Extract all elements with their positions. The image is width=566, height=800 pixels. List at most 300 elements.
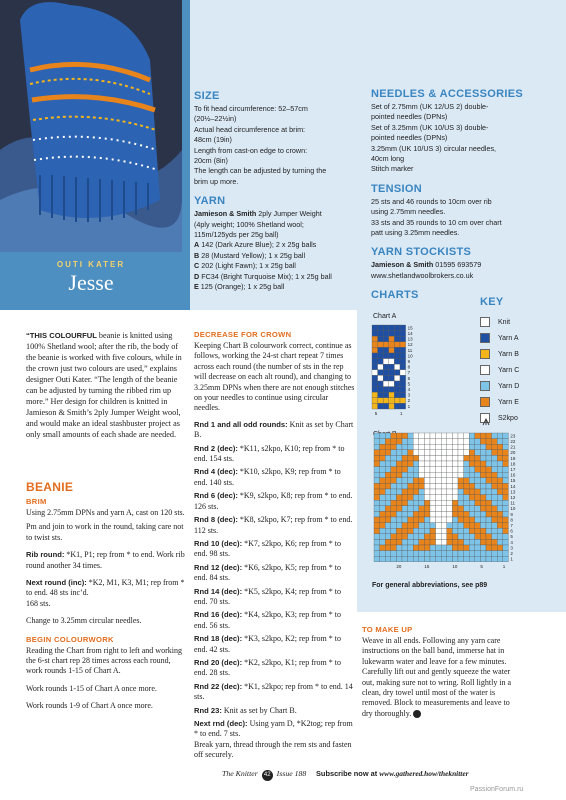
yarn-desc: (4ply weight; 100% Shetland wool; xyxy=(194,219,304,229)
chart-b-cell xyxy=(452,539,458,545)
chart-b-cell xyxy=(452,517,458,523)
chart-b-cell xyxy=(436,478,442,484)
chart-a-cell xyxy=(400,375,406,381)
chart-b-cell xyxy=(413,439,419,445)
subscribe-url[interactable]: www.gathered.how/theknitter xyxy=(379,769,469,778)
chart-b-cell xyxy=(413,472,419,478)
chart-a-cell xyxy=(372,336,378,342)
chart-b-cell xyxy=(408,495,414,501)
crown-round-label: Rnd 23: xyxy=(194,705,222,715)
crown-round-label: Rnd 18 (dec): xyxy=(194,634,243,644)
crown-outro: Break yarn, thread through the rem sts and fasten off securely. xyxy=(194,739,352,760)
chart-b-cell xyxy=(430,506,436,512)
chart-a-cell xyxy=(400,331,406,337)
chart-b-cell xyxy=(469,528,475,534)
chart-b-cell xyxy=(402,528,408,534)
chart-b-cell xyxy=(452,551,458,557)
chart-b-cell xyxy=(380,545,386,551)
chart-b-cell xyxy=(374,551,380,557)
chart-b-cell xyxy=(441,455,447,461)
chart-b-row-label: 2 xyxy=(510,551,513,556)
chart-b-cell xyxy=(430,439,436,445)
chart-a-cell xyxy=(378,403,384,409)
chart-b-cell xyxy=(475,523,481,529)
chart-b-cell xyxy=(492,523,498,529)
chart-b-cell xyxy=(374,483,380,489)
chart-b-cell xyxy=(419,517,425,523)
chart-b-cell xyxy=(492,489,498,495)
chart-b-cell xyxy=(413,545,419,551)
chart-b-cell xyxy=(424,489,430,495)
chart-b-cell xyxy=(385,439,391,445)
chart-a-cell xyxy=(400,353,406,359)
chart-b-cell xyxy=(475,534,481,540)
chart-b-cell xyxy=(424,444,430,450)
chart-b-cell xyxy=(458,450,464,456)
chart-b-cell xyxy=(413,455,419,461)
chart-b-cell xyxy=(430,483,436,489)
chart-b-cell xyxy=(497,556,503,562)
chart-b-cell xyxy=(469,455,475,461)
yarn-brand: Jamieson & Smith xyxy=(194,209,257,219)
chart-b-cell xyxy=(380,455,386,461)
chart-b-cell xyxy=(408,523,414,529)
brim-join: Pm and join to work in the round, taking care not to twist sts. xyxy=(26,522,184,542)
key-item xyxy=(480,362,560,378)
chart-b-cell xyxy=(452,495,458,501)
chart-b-cell xyxy=(497,551,503,557)
needles-tension-block xyxy=(371,88,559,301)
chart-b-cell xyxy=(486,472,492,478)
chart-b-cell xyxy=(503,483,509,489)
chart-b-cell xyxy=(464,556,470,562)
crown-round xyxy=(194,610,356,631)
chart-b-cell xyxy=(402,556,408,562)
beanie-photo-image xyxy=(0,0,182,252)
chart-a-cell xyxy=(394,342,400,348)
chart-b-cell xyxy=(408,478,414,484)
chart-b-cell xyxy=(452,528,458,534)
chart-b-row-label: 8 xyxy=(510,517,513,523)
tension-line: 25 sts and 46 rounds to 10cm over rib xyxy=(371,196,492,206)
chart-b-cell xyxy=(497,444,503,450)
chart-b-cell xyxy=(441,489,447,495)
chart-b-cell xyxy=(430,528,436,534)
chart-b-cell xyxy=(413,539,419,545)
chart-b-cell xyxy=(430,444,436,450)
chart-a-cell xyxy=(400,347,406,353)
chart-b-cell xyxy=(503,433,509,439)
color-swatch-icon xyxy=(480,317,490,327)
rib-round xyxy=(26,550,186,571)
chart-b-cell xyxy=(464,461,470,467)
chart-b-cell xyxy=(391,461,397,467)
chart-b-cell xyxy=(374,545,380,551)
chart-b-cell xyxy=(374,517,380,523)
chart-b-cell xyxy=(503,489,509,495)
chart-b-cell xyxy=(374,478,380,484)
size-lines xyxy=(194,104,354,187)
chart-b-cell xyxy=(385,556,391,562)
chart-b-cell xyxy=(391,472,397,478)
chart-b-cell xyxy=(402,455,408,461)
chart-b-cell xyxy=(402,551,408,557)
yarn-heading: YARN xyxy=(194,195,226,208)
chart-b-cell xyxy=(458,500,464,506)
chart-a-row-label: 9 xyxy=(407,359,411,364)
chart-b-cell xyxy=(447,528,453,534)
chart-b-cell xyxy=(436,539,442,545)
chart-b-cell xyxy=(436,489,442,495)
rib-round-text: *K1, P1; rep from * to end. Work rib round another 34 times. xyxy=(26,550,185,570)
chart-a-cell xyxy=(400,336,406,342)
chart-a-cell xyxy=(400,381,406,387)
yarn-item-a xyxy=(194,240,354,250)
needles-lines xyxy=(371,102,559,175)
crown-round-text: *K7, s2kpo, K6; rep from * to end. 98 sts. xyxy=(194,538,341,559)
chart-b-cell xyxy=(424,500,430,506)
chart-b-cell xyxy=(497,433,503,439)
chart-b-cell xyxy=(402,450,408,456)
chart-b-cell xyxy=(424,551,430,557)
chart-b-cell xyxy=(430,511,436,517)
size-line: To fit head circumference: 52–57cm xyxy=(194,104,308,113)
chart-b-cell xyxy=(458,511,464,517)
chart-b-cell xyxy=(413,483,419,489)
chart-b-cell xyxy=(458,556,464,562)
chart-b-cell xyxy=(413,534,419,540)
chart-a-cell xyxy=(383,398,389,404)
chart-b-cell xyxy=(408,539,414,545)
key-label: Yarn B xyxy=(498,350,519,358)
chart-a-cell xyxy=(400,342,406,348)
chart-a-row-label: 14 xyxy=(407,331,413,336)
chart-b-cell xyxy=(441,517,447,523)
chart-a-label: Chart A xyxy=(373,313,397,320)
chart-b-cell xyxy=(464,534,470,540)
chart-b-cell xyxy=(436,556,442,562)
chart-b-cell xyxy=(497,511,503,517)
chart-b-cell xyxy=(486,511,492,517)
chart-b-cell xyxy=(486,551,492,557)
crown-round-text: *K11, s2kpo, K10; rep from * to end. 154 sts. xyxy=(194,443,345,464)
chart-a-cell xyxy=(378,347,384,353)
chart-b-cell xyxy=(419,500,425,506)
chart-b-cell xyxy=(503,478,509,484)
crown-round-label: Rnd 20 (dec): xyxy=(194,657,243,667)
chart-a-cell xyxy=(378,342,384,348)
color-swatch-icon xyxy=(480,365,490,375)
chart-a-cell xyxy=(389,353,395,359)
chart-b-cell xyxy=(480,455,486,461)
chart-b-cell xyxy=(486,483,492,489)
key-item xyxy=(480,346,560,362)
chart-b-cell xyxy=(385,489,391,495)
chart-a-cell xyxy=(389,387,395,393)
chart-b-cell xyxy=(374,534,380,540)
crown-round-label: Rnd 22 (dec): xyxy=(194,681,243,691)
brim-cast-on: Using 2.75mm DPNs and yarn A, cast on 120 sts. xyxy=(26,508,185,517)
chart-b-cell xyxy=(391,517,397,523)
chart-b-cell xyxy=(419,523,425,529)
chart-b-cell xyxy=(492,528,498,534)
chart-b-cell xyxy=(480,495,486,501)
stockists-heading: YARN STOCKISTS xyxy=(371,246,472,259)
watermark: PassionForum.ru xyxy=(470,786,524,793)
chart-b-cell xyxy=(486,444,492,450)
chart-b-cell xyxy=(436,461,442,467)
chart-b-cell xyxy=(480,467,486,473)
chart-b-cell xyxy=(475,545,481,551)
chart-b-cell xyxy=(447,495,453,501)
chart-b-cell xyxy=(413,511,419,517)
chart-b-cell xyxy=(480,478,486,484)
chart-b-cell xyxy=(436,523,442,529)
chart-b-col-label: 15 xyxy=(424,563,430,569)
chart-a-cell xyxy=(383,342,389,348)
chart-b-cell xyxy=(436,467,442,473)
chart-b-cell xyxy=(419,545,425,551)
chart-a-cell xyxy=(400,403,406,409)
chart-b-cell xyxy=(396,444,402,450)
chart-a-cell xyxy=(389,342,395,348)
chart-b-cell xyxy=(380,483,386,489)
chart-b-cell xyxy=(441,545,447,551)
chart-b-cell xyxy=(458,495,464,501)
chart-a-cell xyxy=(383,336,389,342)
chart-b-cell xyxy=(391,444,397,450)
chart-b-cell xyxy=(469,439,475,445)
crown-round-label: Rnd 10 (dec): xyxy=(194,538,243,548)
chart-b-cell xyxy=(469,461,475,467)
chart-b-cell xyxy=(503,506,509,512)
chart-b-cell xyxy=(475,539,481,545)
chart-b-cell xyxy=(396,534,402,540)
chart-a-cell xyxy=(400,392,406,398)
chart-a-cell xyxy=(383,325,389,331)
chart-b-cell xyxy=(458,467,464,473)
issue-number: Issue 188 xyxy=(276,769,307,778)
chart-b-col-label: 1 xyxy=(502,563,506,569)
chart-b-cell xyxy=(402,545,408,551)
chart-b-cell xyxy=(413,528,419,534)
crown-round-text: *K10, s2kpo, K9; rep from * to end. 140 sts. xyxy=(194,467,341,487)
chart-b-cell xyxy=(419,455,425,461)
chart-b-cell xyxy=(430,517,436,523)
crown-round-text: Knit as set by Chart B. xyxy=(221,705,297,715)
chart-b-cell xyxy=(374,495,380,501)
crown-round-text: *K8, s2kpo, K7; rep from * to end. 112 sts. xyxy=(194,515,353,535)
chart-a-col-label: 5 xyxy=(374,411,378,415)
chart-b-cell xyxy=(492,455,498,461)
chart-b-cell xyxy=(408,455,414,461)
chart-b-cell xyxy=(408,483,414,489)
chart-b-cell xyxy=(492,495,498,501)
needles-line: Set of 2.75mm (UK 12/US 2) double- xyxy=(371,102,489,111)
chart-b-cell xyxy=(374,539,380,545)
chart-a-cell xyxy=(400,364,406,370)
chart-b-cell xyxy=(402,534,408,540)
crown-round-label: Rnd 16 (dec): xyxy=(194,610,243,620)
pattern-title: Jesse xyxy=(68,270,114,295)
chart-b-cell xyxy=(475,500,481,506)
chart-a-cell xyxy=(372,387,378,393)
chart-b-cell xyxy=(469,551,475,557)
chart-b-cell xyxy=(408,450,414,456)
chart-b-cell xyxy=(475,506,481,512)
chart-b-cell xyxy=(458,433,464,439)
chart-b-cell xyxy=(492,511,498,517)
stockist-phone: 01595 693579 xyxy=(433,260,482,270)
crown-round-text: *K3, s2kpo, K2; rep from * to end. 42 sts. xyxy=(194,634,341,654)
key-label: S2kpo xyxy=(498,414,518,422)
tension-line: patt using 3.25mm needles. xyxy=(371,228,460,238)
chart-b-cell xyxy=(469,483,475,489)
chart-b-cell xyxy=(441,478,447,484)
chart-a-cell xyxy=(378,353,384,359)
chart-b-cell xyxy=(480,506,486,512)
chart-b-cell xyxy=(492,472,498,478)
chart-b-cell xyxy=(402,523,408,529)
chart-b-cell xyxy=(503,450,509,456)
color-swatch-icon xyxy=(480,397,490,407)
chart-b-cell xyxy=(402,433,408,439)
chart-b-cell xyxy=(436,483,442,489)
chart-b-col-label: 5 xyxy=(480,563,483,569)
chart-b-cell xyxy=(430,472,436,478)
chart-b-cell xyxy=(424,539,430,545)
chart-b-cell xyxy=(447,433,453,439)
chart-b-cell xyxy=(396,489,402,495)
chart-b-cell xyxy=(385,433,391,439)
crown-section xyxy=(194,330,356,761)
chart-b-cell xyxy=(419,433,425,439)
crown-round xyxy=(194,706,356,716)
chart-b-cell xyxy=(374,439,380,445)
chart-a-cell xyxy=(383,403,389,409)
stockist-url[interactable]: www.shetlandwoolbrokers.co.uk xyxy=(371,270,474,280)
chart-b-cell xyxy=(380,523,386,529)
chart-b-cell xyxy=(380,495,386,501)
chart-b-cell xyxy=(408,556,414,562)
yarn-item-text: 28 (Mustard Yellow); 1 x 25g ball xyxy=(199,250,306,260)
make-up-body: Weave in all ends. Following any yarn care instructions on the ball band, immerse hat in lukewarm water and leave for a few minutes. Carefully lift out and gently squeeze the water out, making sure not to wring. Roll lightly in a clean, dry towel until most of the water is removed. Block to measurements and leave to dry thoroughly. xyxy=(362,636,512,718)
chart-b-cell xyxy=(391,495,397,501)
designer-name: OUTI KATER xyxy=(56,260,126,269)
chart-a-cell xyxy=(378,381,384,387)
chart-b-cell xyxy=(374,472,380,478)
chart-b-cell xyxy=(503,517,509,523)
chart-b-cell xyxy=(391,528,397,534)
chart-b-cell xyxy=(408,461,414,467)
chart-b-cell xyxy=(503,551,509,557)
chart-b-cell xyxy=(424,433,430,439)
crown-round-text: *K9, s2kpo, K8; rep from * to end. 126 sts. xyxy=(194,491,353,511)
chart-b-cell xyxy=(413,489,419,495)
chart-a-cell xyxy=(394,403,400,409)
chart-a-cell xyxy=(372,342,378,348)
chart-b-cell xyxy=(480,489,486,495)
key-label: Yarn E xyxy=(498,398,519,406)
chart-b-cell xyxy=(396,450,402,456)
key-label: Knit xyxy=(498,318,511,326)
chart-b-cell xyxy=(441,444,447,450)
chart-b-cell xyxy=(424,534,430,540)
chart-b-cell xyxy=(380,551,386,557)
chart-b-cell xyxy=(402,489,408,495)
chart-a-cell xyxy=(383,347,389,353)
chart-b-cell xyxy=(486,478,492,484)
chart-b-cell xyxy=(424,511,430,517)
chart-b-cell xyxy=(458,545,464,551)
chart-b-cell xyxy=(452,444,458,450)
chart-b-cell xyxy=(452,433,458,439)
chart-b-row-label: 16 xyxy=(510,472,516,478)
stockists-lines xyxy=(371,260,559,281)
chart-b-cell xyxy=(419,539,425,545)
chart-b-cell xyxy=(419,495,425,501)
chart-b-cell xyxy=(486,467,492,473)
chart-b-col-label: 20 xyxy=(396,563,402,569)
chart-b-cell xyxy=(436,506,442,512)
needles-line: 40cm long xyxy=(371,154,405,164)
change-needles: Change to 3.25mm circular needles. xyxy=(26,616,142,626)
crown-round-text: *K4, s2kpo, K3; rep from * to end. 56 sts. xyxy=(194,610,341,630)
chart-b-cell xyxy=(497,455,503,461)
chart-b-cell xyxy=(447,556,453,562)
chart-b-cell xyxy=(469,495,475,501)
chart-a-cell xyxy=(394,347,400,353)
chart-b-cell xyxy=(391,439,397,445)
chart-b-cell xyxy=(469,472,475,478)
chart-b-cell xyxy=(458,506,464,512)
chart-a-cell xyxy=(383,364,389,370)
crown-round-label: Rnd 6 (dec): xyxy=(194,491,238,501)
chart-b-cell xyxy=(408,467,414,473)
make-up-heading: TO MAKE UP xyxy=(362,625,413,634)
chart-b-cell xyxy=(492,467,498,473)
chart-b-cell xyxy=(391,478,397,484)
crown-round-text: *K5, s2kpo, K4; rep from * to end. 70 sts. xyxy=(194,586,341,606)
chart-b-cell xyxy=(447,511,453,517)
yarn-details xyxy=(194,209,354,292)
chart-b-cell xyxy=(385,444,391,450)
chart-a-cell xyxy=(372,370,378,376)
chart-b-cell xyxy=(419,511,425,517)
chart-b-cell xyxy=(486,450,492,456)
chart-b-cell xyxy=(486,539,492,545)
chart-b-cell xyxy=(447,551,453,557)
chart-a-cell xyxy=(394,387,400,393)
chart-b-cell xyxy=(436,450,442,456)
yarn-code: E xyxy=(194,282,199,292)
chart-b-cell xyxy=(413,450,419,456)
crown-round xyxy=(194,587,356,608)
chart-b-cell xyxy=(396,517,402,523)
color-swatch-icon xyxy=(480,349,490,359)
chart-b-cell xyxy=(480,523,486,529)
page-number: 42 xyxy=(262,770,273,781)
tension-heading: TENSION xyxy=(371,182,422,195)
chart-b-cell xyxy=(374,528,380,534)
chart-b-cell xyxy=(475,483,481,489)
brim-heading: BRIM xyxy=(26,497,47,506)
chart-b-cell xyxy=(447,523,453,529)
chart-b-cell xyxy=(408,545,414,551)
chart-b-cell xyxy=(503,461,509,467)
chart-b-cell xyxy=(497,534,503,540)
yarn-item-b xyxy=(194,251,354,261)
